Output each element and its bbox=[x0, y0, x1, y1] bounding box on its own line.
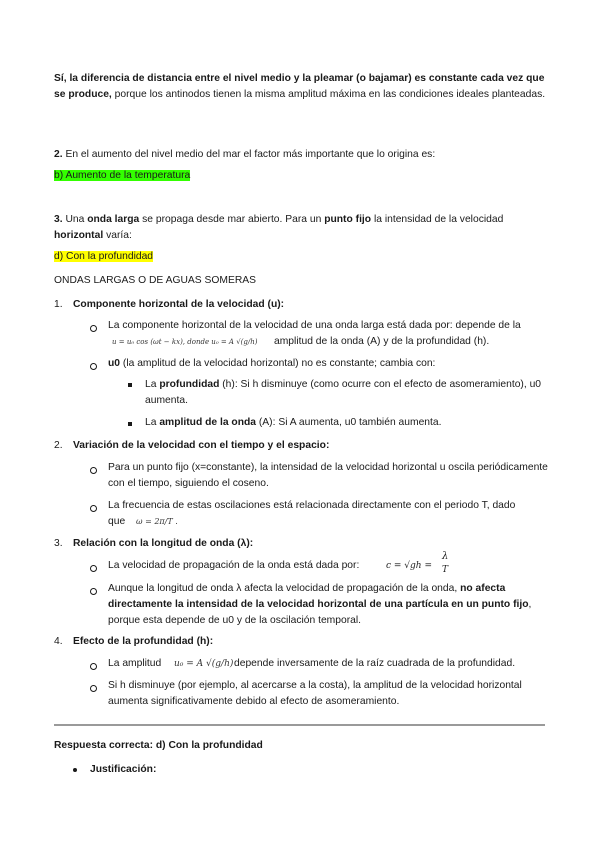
section-1-item-1 bbox=[108, 318, 548, 350]
section-3-item-1 bbox=[108, 558, 548, 574]
section-1-item-1-line-2-text: amplitud de la onda (A) y de la profundidad (h). bbox=[274, 336, 490, 347]
question-3-text-2: se propaga desde mar abierto. Para un bbox=[139, 214, 325, 225]
subitem-2-bold: amplitud de la onda bbox=[159, 417, 257, 428]
question-2-answer-line bbox=[54, 168, 554, 184]
section-3-item-2-text-2: , porque esta depende de u0 y de la oscilación temporal. bbox=[108, 599, 532, 626]
question-3-text-1: Una bbox=[62, 214, 88, 225]
section-1-item-2-bold: u0 bbox=[108, 358, 121, 369]
question-2-text: En el aumento del nivel medio del mar el factor más importante que lo origina es: bbox=[62, 149, 436, 160]
intro-paragraph bbox=[54, 71, 554, 103]
justification-label bbox=[90, 762, 156, 778]
bullet-circle bbox=[90, 565, 97, 572]
section-4-item-2: Si h disminuye (por ejemplo, al acercarse a la costa), la amplitud de la velocidad horizontal aumenta significativamente debido al efecto de asomeramiento. bbox=[108, 680, 522, 707]
section-3-title: Relación con la longitud de onda (λ): bbox=[73, 538, 254, 549]
section-1-subitem-2 bbox=[145, 415, 550, 431]
bullet-circle bbox=[90, 588, 97, 595]
section-3-item-1-text: La velocidad de propagación de la onda está dada por: bbox=[108, 560, 360, 571]
section-1-item-1-line-1: La componente horizontal de la velocidad de una onda larga está dada por: depende de la bbox=[108, 320, 521, 331]
subitem-2-text: (A): Si A aumenta, u0 también aumenta. bbox=[256, 417, 442, 428]
question-3-bold-3: horizontal bbox=[54, 230, 104, 241]
section-1-number: 1. bbox=[54, 299, 63, 310]
question-3 bbox=[54, 212, 554, 244]
question-3-bold-2: punto fijo bbox=[324, 214, 372, 225]
bullet-square bbox=[128, 422, 132, 426]
bullet-circle bbox=[90, 685, 97, 692]
subitem-1-text: (h): Si h disminuye (como ocurre con el efecto de asomeramiento), u0 aumenta. bbox=[145, 379, 542, 406]
question-3-number: 3. bbox=[54, 214, 63, 225]
celerity-formula bbox=[386, 552, 466, 576]
section-2-item-2-que: que bbox=[108, 516, 126, 527]
section-3-item-2-bold: no afecta directamente la intensidad de la velocidad horizontal de una partícula en un punto fijo bbox=[108, 583, 529, 610]
horizontal-divider bbox=[54, 724, 545, 726]
omega-formula: ω = 2π/T . bbox=[136, 517, 178, 526]
section-2-item-2-line-1: La frecuencia de estas oscilaciones está relacionada directamente con el periodo T, dado bbox=[108, 500, 516, 511]
section-2-number: 2. bbox=[54, 440, 63, 451]
section-1-title: Componente horizontal de la velocidad (u): bbox=[73, 299, 285, 310]
section-2-title: Variación de la velocidad con el tiempo y el espacio: bbox=[73, 440, 330, 451]
answer-text: Respuesta correcta: d) Con la profundidad bbox=[54, 740, 263, 751]
section-3-item-2-text-1: Aunque la longitud de onda λ afecta la velocidad de propagación de la onda, bbox=[108, 583, 461, 594]
question-3-answer: d) Con la profundidad bbox=[54, 251, 154, 262]
section-1-item-1-line-2 bbox=[108, 334, 548, 350]
bullet-circle bbox=[90, 363, 97, 370]
section-heading bbox=[54, 273, 554, 289]
section-4-item-1-text-1: La amplitud bbox=[108, 658, 162, 669]
question-2-number: 2. bbox=[54, 149, 63, 160]
celerity-formula-numerator: λ bbox=[442, 551, 449, 562]
intro-rest: porque los antinodos tienen la misma amplitud máxima en las condiciones ideales planteadas. bbox=[111, 89, 546, 100]
section-3-number: 3. bbox=[54, 538, 63, 549]
question-2 bbox=[54, 147, 554, 163]
subitem-1-bold: profundidad bbox=[159, 379, 220, 390]
section-4-number: 4. bbox=[54, 636, 63, 647]
section-1-subitem-1 bbox=[145, 377, 550, 409]
section-3-item-2 bbox=[108, 581, 548, 629]
section-2-item-1: Para un punto fijo (x=constante), la intensidad de la velocidad horizontal u oscila periódicamente con el tiempo, siguiendo el coseno. bbox=[108, 462, 548, 489]
bullet-circle bbox=[90, 467, 97, 474]
answer-line bbox=[54, 738, 554, 754]
amplitude-formula: u₀ = A √(g/h) bbox=[174, 659, 234, 669]
question-3-text-3: la intensidad de la velocidad bbox=[371, 214, 504, 225]
bullet-circle bbox=[90, 505, 97, 512]
bullet-circle bbox=[90, 663, 97, 670]
section-4-item-1-text-2: depende inversamente de la raíz cuadrada de la profundidad. bbox=[234, 658, 516, 669]
bullet-circle bbox=[90, 325, 97, 332]
section-2-item-2 bbox=[108, 498, 548, 530]
section-1-item-2-text: (la amplitud de la velocidad horizontal) no es constante; cambia con: bbox=[120, 358, 436, 369]
intro-bold: Sí, la diferencia de distancia entre el nivel medio y la pleamar (o bajamar) es constante cada vez que se produce, bbox=[54, 73, 545, 100]
section-1-item-2 bbox=[108, 356, 548, 372]
justification-text: Justificación: bbox=[90, 764, 157, 775]
question-3-text-4: varía: bbox=[103, 230, 132, 241]
question-3-answer-line bbox=[54, 249, 554, 265]
question-3-bold-1: onda larga bbox=[87, 214, 140, 225]
section-4-title: Efecto de la profundidad (h): bbox=[73, 636, 214, 647]
subitem-1-prefix: La bbox=[145, 379, 160, 390]
section-heading-text: ONDAS LARGAS O DE AGUAS SOMERAS bbox=[54, 275, 256, 286]
section-4-item-1 bbox=[108, 656, 548, 672]
celerity-formula-denominator: T bbox=[442, 565, 449, 575]
subitem-2-prefix: La bbox=[145, 417, 160, 428]
bullet-dot bbox=[73, 768, 77, 772]
bullet-square bbox=[128, 383, 132, 387]
celerity-formula-left: c = √gh = bbox=[386, 561, 432, 571]
velocity-formula: u = u₀ cos (ωt − kx), donde u₀ = A √(g/h) bbox=[112, 338, 258, 346]
question-2-answer: b) Aumento de la temperatura bbox=[54, 170, 191, 181]
section-2-item-2-line-2 bbox=[108, 514, 548, 530]
